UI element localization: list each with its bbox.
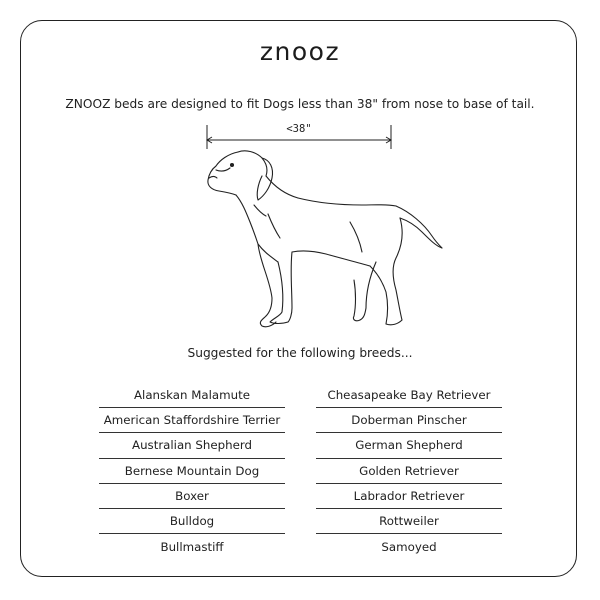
breed-item: Doberman Pinscher bbox=[316, 408, 502, 433]
breed-item: Bulldog bbox=[99, 509, 285, 534]
dog-drawing bbox=[208, 151, 442, 327]
breed-item: Cheasapeake Bay Retriever bbox=[316, 383, 502, 408]
breed-item: German Shepherd bbox=[316, 433, 502, 458]
breed-item: Bullmastiff bbox=[160, 539, 224, 554]
breed-item: Labrador Retriever bbox=[316, 484, 502, 509]
breed-item: Rottweiler bbox=[316, 509, 502, 534]
brand-logo: znooz bbox=[259, 37, 341, 66]
breeds-heading: Suggested for the following breeds... bbox=[187, 346, 413, 360]
breed-item: Samoyed bbox=[381, 539, 437, 554]
breed-item: Bernese Mountain Dog bbox=[99, 459, 285, 484]
breed-item: Australian Shepherd bbox=[99, 433, 285, 458]
size-description: ZNOOZ beds are designed to fit Dogs less than 38" from nose to base of tail. bbox=[65, 97, 535, 111]
breed-list-left bbox=[99, 383, 285, 559]
breed-list-right bbox=[316, 383, 502, 559]
breed-item: Golden Retriever bbox=[316, 459, 502, 484]
measurement-label: <38" bbox=[286, 123, 312, 135]
breed-item: American Staffordshire Terrier bbox=[99, 408, 285, 433]
breed-item: Alanskan Malamute bbox=[99, 383, 285, 408]
breed-item: Boxer bbox=[99, 484, 285, 509]
